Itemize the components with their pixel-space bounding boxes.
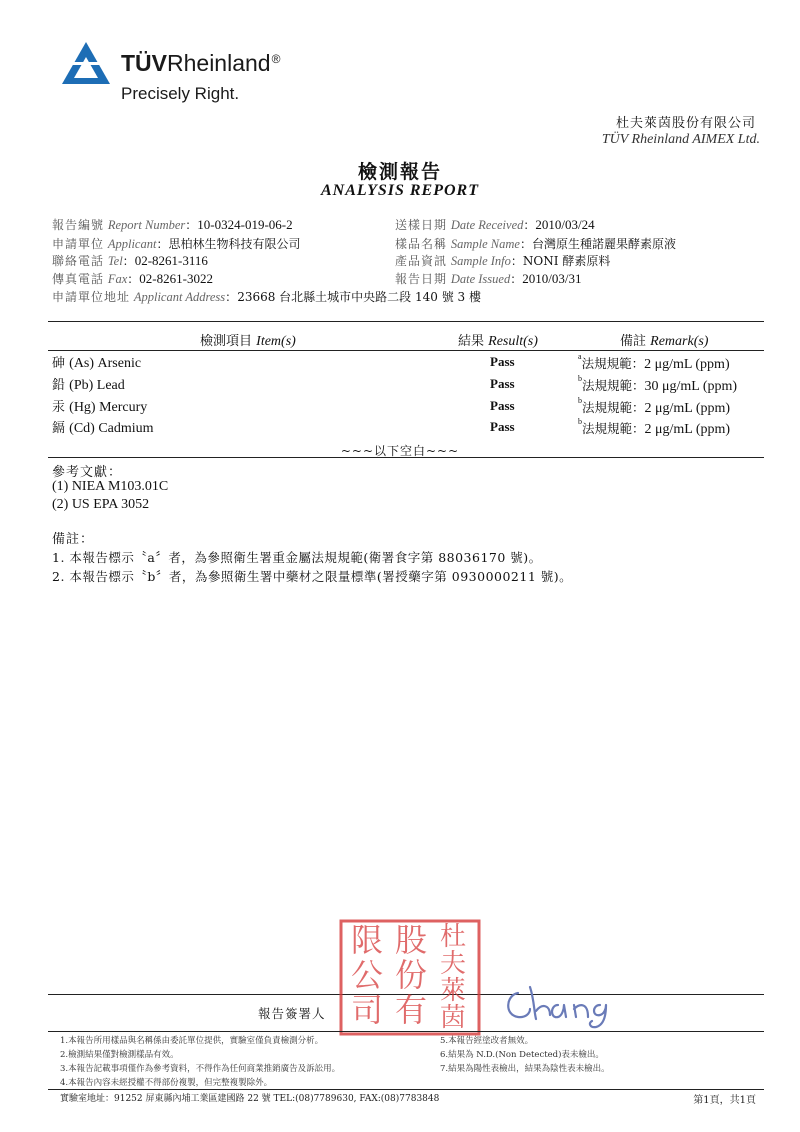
seal-glyph: 股 bbox=[394, 921, 428, 959]
seal-glyph: 份 bbox=[394, 956, 428, 994]
company-seal-stamp-icon bbox=[335, 915, 485, 1040]
footer-note: 1.本報告所用樣品與名稱係由委託單位提供，實驗室僅負責檢測分析。 bbox=[60, 1036, 324, 1046]
sample-info-row: 產品資訊 Sample Info：NONI 酵素原料 bbox=[395, 254, 611, 268]
seal-glyph: 有 bbox=[394, 991, 428, 1029]
footer-bottom-rule bbox=[48, 1089, 764, 1090]
lab-address: 實驗室地址：91252 屏東縣內埔工業區建國路 22 號 TEL:(08)7789630, FAX:(08)7783848 bbox=[60, 1094, 440, 1104]
table-header-rule bbox=[48, 350, 764, 351]
result-value: Pass bbox=[490, 398, 515, 413]
sample-name-value: 台灣原生種諾麗果酵素原液 bbox=[531, 237, 676, 251]
footer-top-rule bbox=[48, 1031, 764, 1032]
address-row: 申請單位地址 Applicant Address：23668 台北縣土城市中央路二段 140 號 3 樓 bbox=[52, 290, 481, 304]
references-title: 參考文獻： bbox=[52, 465, 123, 480]
table-top-rule bbox=[48, 321, 764, 322]
date-issued-row: 報告日期 Date Issued：2010/03/31 bbox=[395, 271, 582, 286]
seal-glyph: 公 bbox=[350, 956, 384, 994]
tuv-triangle-logo-icon bbox=[60, 40, 112, 86]
fax-row: 傳真電話 Fax：02-8261-3022 bbox=[52, 271, 213, 286]
report-number-value: 10-0324-019-06-2 bbox=[197, 217, 293, 232]
seal-glyph: 限 bbox=[350, 921, 384, 959]
footer-note: 3.本報告記載事項僅作為參考資料，不得作為任何商業推銷廣告及訴訟用。 bbox=[60, 1064, 341, 1074]
sample-info-value: NONI 酵素原料 bbox=[522, 254, 611, 268]
table-bottom-rule bbox=[48, 457, 764, 458]
date-received-value: 2010/03/24 bbox=[535, 217, 595, 232]
result-value: Pass bbox=[490, 419, 515, 434]
result-value: Pass bbox=[490, 354, 515, 369]
tel-row: 聯絡電話 Tel：02-8261-3116 bbox=[52, 253, 208, 268]
handwritten-signature-icon bbox=[500, 975, 620, 1030]
reference-item: (2) US EPA 3052 bbox=[52, 497, 150, 512]
footer-note: 2.檢測結果僅對檢測樣品有效。 bbox=[60, 1050, 179, 1060]
report-title-en: ANALYSIS REPORT bbox=[321, 182, 479, 199]
header-result: 結果 Result(s) bbox=[458, 334, 538, 349]
header-remark: 備註 Remark(s) bbox=[620, 334, 709, 349]
seal-glyph: 茵 bbox=[439, 1003, 467, 1033]
applicant-row: 申請單位 Applicant：思柏林生物科技有限公司 bbox=[52, 237, 301, 251]
brand-name: TÜVRheinland® bbox=[121, 50, 281, 76]
note-item: 1. 本報告標示〝a〞者，為參照衛生署重金屬法規規範(衛署食字第 88036170 號)。 bbox=[52, 550, 542, 565]
footer-note: 5.本報告經塗改者無效。 bbox=[440, 1036, 534, 1046]
report-number-row: 報告編號 Report Number：10-0324-019-06-2 bbox=[52, 217, 293, 232]
page-number: 第1頁，共1頁 bbox=[693, 1095, 756, 1106]
footer-note: 7.結果為陽性表檢出，結果為陰性表未檢出。 bbox=[440, 1064, 610, 1074]
table-row: 鎘 (Cd) Cadmium Pass $^b$法規規範：2 μg/mL (ppm) bbox=[52, 417, 731, 437]
reference-item: (1) NIEA M103.01C bbox=[52, 479, 169, 494]
date-issued-value: 2010/03/31 bbox=[522, 271, 582, 286]
company-name-en: TÜV Rheinland AIMEX Ltd. bbox=[601, 132, 760, 147]
table-header bbox=[48, 330, 768, 350]
report-title-zh: 檢測報告 bbox=[357, 161, 442, 183]
seal-glyph: 司 bbox=[350, 991, 384, 1029]
date-received-row: 送樣日期 Date Received：2010/03/24 bbox=[395, 217, 595, 232]
header-item: 檢測項目 Item(s) bbox=[200, 334, 296, 349]
brand-tagline: Precisely Right. bbox=[121, 84, 240, 103]
signatory-label: 報告簽署人 bbox=[258, 1006, 326, 1021]
tel-value: 02-8261-3116 bbox=[134, 253, 208, 268]
table-row: 汞 (Hg) Mercury Pass $^b$法規規範：2 μg/mL (ppm) bbox=[52, 396, 731, 416]
company-name-zh: 杜夫萊茵股份有限公司 bbox=[615, 116, 756, 131]
blank-below-marker: ~~~以下空白~~~ bbox=[340, 444, 460, 458]
applicant-value: 思柏林生物科技有限公司 bbox=[168, 237, 301, 251]
table-row: 砷 (As) Arsenic Pass $^a$法規規範：2 μg/mL (ppm) bbox=[52, 352, 730, 372]
note-item: 2. 本報告標示〝b〞者，為參照衛生署中藥材之限量標準(署授藥字第 0930000211 號)。 bbox=[52, 569, 573, 584]
seal-glyph: 杜 bbox=[439, 922, 467, 952]
result-value: Pass bbox=[490, 376, 515, 391]
seal-glyph: 夫 bbox=[439, 949, 467, 979]
table-row: 鉛 (Pb) Lead Pass $^b$法規規範：30 μg/mL (ppm) bbox=[52, 374, 738, 394]
fax-value: 02-8261-3022 bbox=[139, 271, 213, 286]
address-value: 23668 台北縣土城市中央路二段 140 號 3 樓 bbox=[237, 290, 481, 304]
notes-title: 備註： bbox=[52, 532, 95, 547]
sample-name-row: 樣品名稱 Sample Name：台灣原生種諾麗果酵素原液 bbox=[395, 237, 676, 251]
footer-note: 4.本報告內容未經授權不得部份複製，但完整複製除外。 bbox=[60, 1078, 273, 1088]
seal-glyph: 萊 bbox=[439, 976, 467, 1006]
footer-note: 6.結果為 N.D.(Non Detected)表未檢出。 bbox=[440, 1050, 604, 1060]
